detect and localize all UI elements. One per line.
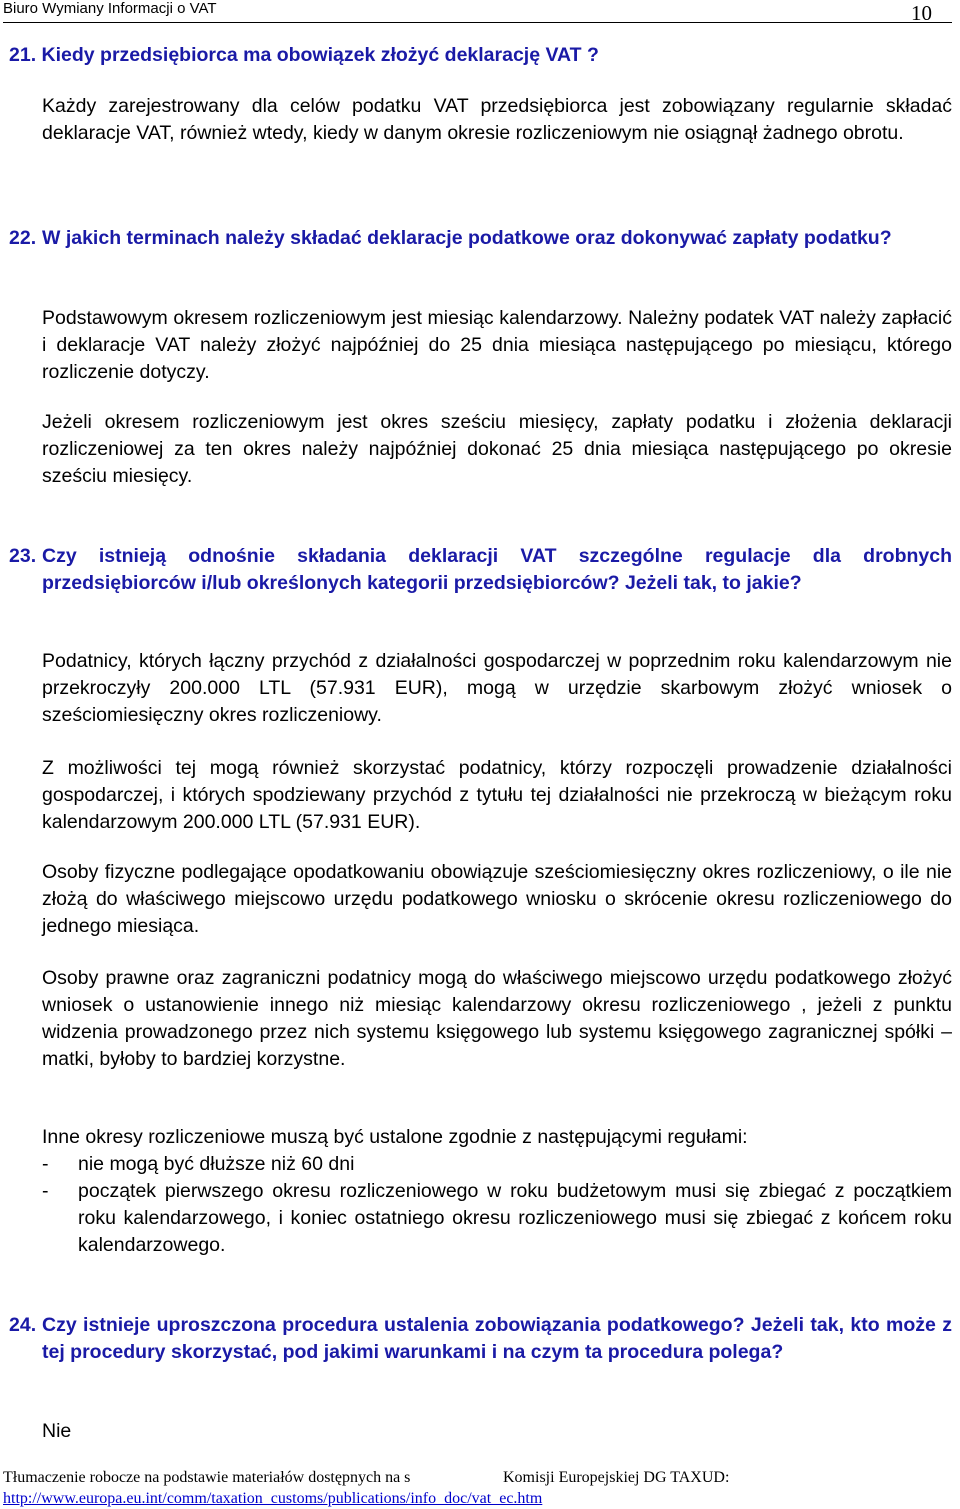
question-23 xyxy=(9,543,952,597)
question-number: 24. xyxy=(9,1314,37,1336)
header-title: Biuro Wymiany Informacji o VAT xyxy=(3,0,217,17)
list-dash: - xyxy=(42,1153,49,1175)
question-text: Czy istnieją odnośnie składania deklaracji VAT szczególne regulacje dla drobnych przedsiębiorców i/lub określonych kategorii przedsiębiorców? Jeżeli tak, to jakie? xyxy=(42,545,952,594)
paragraph: Jeżeli okresem rozliczeniowym jest okres sześciu miesięcy, zapłaty podatku i złożenia deklaracji rozliczeniowej za ten okres należy najpóźniej dokonać 25 dnia miesiąca następującego po okresie sześciu miesięcy. xyxy=(42,411,952,487)
footer-line xyxy=(3,1468,410,1487)
list-item-text: nie mogą być dłuższe niż 60 dni xyxy=(78,1153,355,1175)
paragraph: Nie xyxy=(42,1420,72,1442)
footer-link-line xyxy=(3,1489,542,1508)
question-22 xyxy=(9,225,952,252)
question-number: 21. xyxy=(9,44,37,66)
question-24 xyxy=(9,1312,952,1366)
paragraph: Osoby prawne oraz zagraniczni podatnicy mogą do właściwego miejscowo urzędu podatkowego złożyć wniosek o ustanowienie innego niż miesiąc kalendarzowy okresu rozliczeniowego , jeżeli z punktu widzenia prowadzonego przez nich systemu księgowego lub systemu księgowego zagranicznej spółki – matki, byłoby to bardziej korzystne. xyxy=(42,967,952,1070)
paragraph: Z możliwości tej mogą również skorzystać podatnicy, którzy rozpoczęli prowadzenie działalności gospodarczej, i których spodziewany przychód z tytułu tej działalności nie przekroczą w bieżącym roku kalendarzowym 200.000 LTL (57.931 EUR). xyxy=(42,757,952,833)
question-text: W jakich terminach należy składać deklaracje podatkowe oraz dokonywać zapłaty podatku? xyxy=(42,227,892,249)
list-dash: - xyxy=(42,1180,49,1202)
footer-text-left: Tłumaczenie robocze na podstawie materiałów dostępnych na s xyxy=(3,1469,411,1486)
question-number: 22. xyxy=(9,227,37,249)
paragraph: Osoby fizyczne podlegające opodatkowaniu obowiązuje sześciomiesięczny okres rozliczeniowy, o ile nie złożą do właściwego miejscowo urzędu podatkowego wniosku o skrócenie okresu rozliczeniowego do jednego miesiąca. xyxy=(42,861,952,937)
footer-text-right: Komisji Europejskiej DG TAXUD: xyxy=(503,1469,730,1486)
question-21 xyxy=(9,42,952,69)
footer-link[interactable]: http://www.europa.eu.int/comm/taxation_customs/publications/info_doc/vat_ec.htm xyxy=(3,1490,543,1507)
paragraph: Każdy zarejestrowany dla celów podatku VAT przedsiębiorca jest zobowiązany regularnie składać deklaracje VAT, również wtedy, kiedy w danym okresie rozliczeniowym nie osiągnął żadnego obrotu. xyxy=(42,95,952,144)
footer-line xyxy=(503,1468,729,1487)
question-number: 23. xyxy=(9,545,37,567)
header-rule xyxy=(3,22,952,23)
page-number: 10 xyxy=(911,1,932,25)
paragraph: Podstawowym okresem rozliczeniowym jest miesiąc kalendarzowy. Należny podatek VAT należy zapłacić i deklaracje VAT należy złożyć najpóźniej do 25 dnia miesiąca następującego po miesiącu, którego rozliczenie dotyczy. xyxy=(42,307,952,383)
list-item-text: początek pierwszego okresu rozliczeniowego w roku budżetowym musi się zbiegać z początkiem roku kalendarzowego, i koniec ostatniego okresu rozliczeniowego musi się zbiegać z końcem roku kalendarzowego. xyxy=(78,1180,952,1256)
question-text: Czy istnieje uproszczona procedura ustalenia zobowiązania podatkowego? Jeżeli tak, kto może z tej procedury skorzystać, pod jakimi warunkami i na czym ta procedura polega? xyxy=(42,1314,952,1363)
paragraph: Inne okresy rozliczeniowe muszą być ustalone zgodnie z następującymi regułami: xyxy=(42,1126,748,1148)
paragraph: Podatnicy, których łączny przychód z działalności gospodarczej w poprzednim roku kalendarzowym nie przekroczyły 200.000 LTL (57.931 EUR), mogą w urzędzie skarbowym złożyć wniosek o sześciomiesięczny okres rozliczeniowy. xyxy=(42,650,952,726)
question-text: Kiedy przedsiębiorca ma obowiązek złożyć deklarację VAT ? xyxy=(41,44,599,66)
